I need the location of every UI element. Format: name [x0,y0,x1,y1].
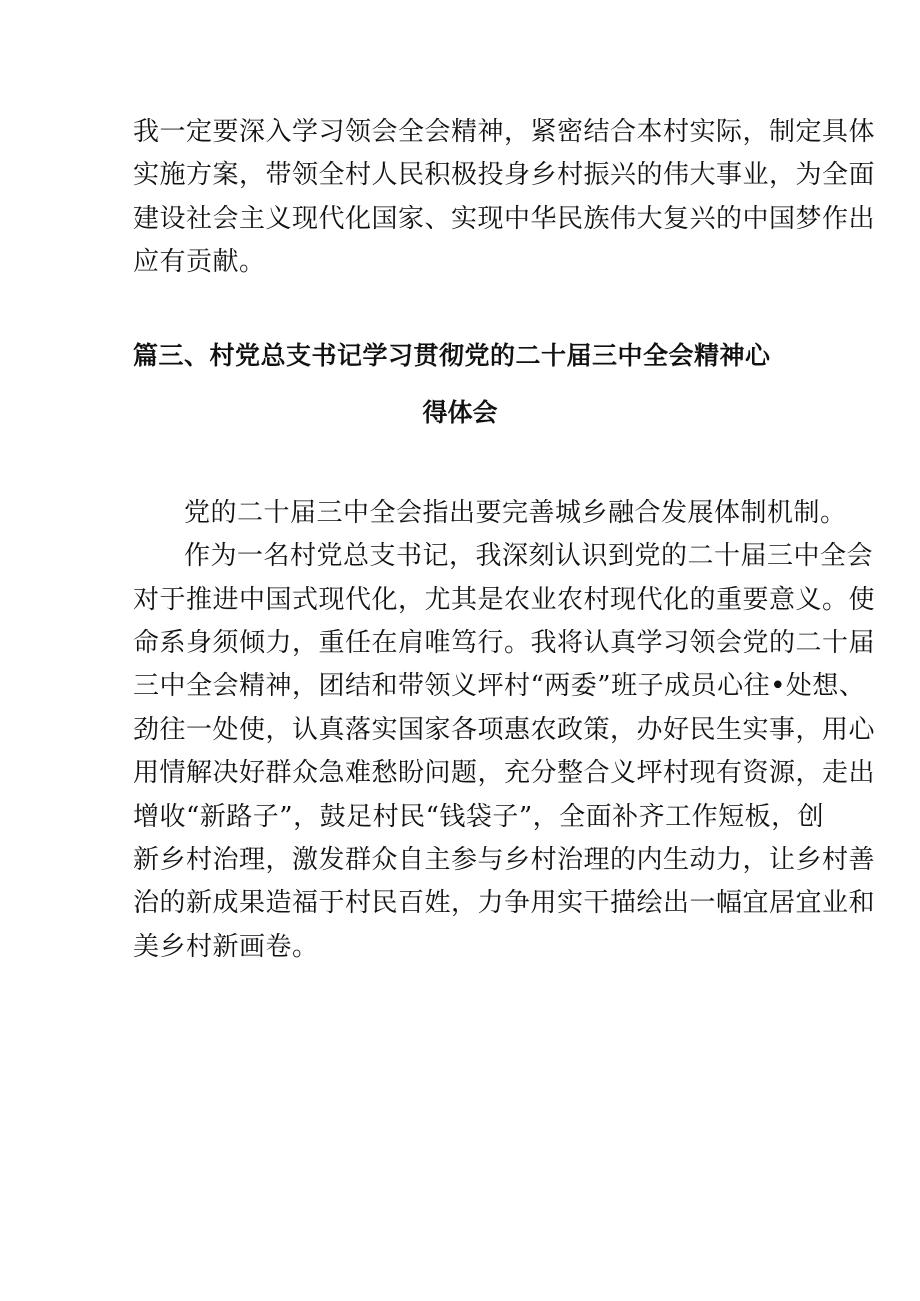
text-line: 建设社会主义现代化国家、实现中华民族伟大复兴的中国梦作出 [133,204,876,234]
text-line: 三中全会精神，团结和带领义坪村“两委”班子成员心往•处想、 [133,671,866,701]
text-line: 我一定要深入学习领会全会精神，紧密结合本村实际，制定具体 [133,117,876,147]
text-line: 实施方案，带领全村人民积极投身乡村振兴的伟大事业，为全面 [133,160,876,190]
text-line: 用情解决好群众急难愁盼问题，充分整合义坪村现有资源，走出 [133,758,876,788]
text-line: 增收“新路子”，鼓足村民“钱袋子”，全面补齐工作短板，创 [133,802,825,832]
paragraph-1: 党的二十届三中全会指出要完善城乡融合发展体制机制。 [184,498,847,528]
text-line: 应有贡献。 [133,247,266,277]
text-line: 作为一名村党总支书记，我深刻认识到党的二十届三中全会 [184,541,874,571]
text-line: 美乡村新画卷。 [133,932,319,962]
text-line: 命系身须倾力，重任在肩唯笃行。我将认真学习领会党的二十届 [133,628,876,658]
section-title-line-1: 篇三、村党总支书记学习贯彻党的二十届三中全会精神心 [133,341,771,370]
text-line: 新乡村治理，激发群众自主参与乡村治理的内生动力，让乡村善 [133,845,876,875]
text-line: 劲往一处使，认真落实国家各项惠农政策，办好民生实事，用心 [133,715,876,745]
text-line: 治的新成果造福于村民百姓，力争用实干描绘出一幅宜居宜业和 [133,888,876,918]
text-line: 对于推进中国式现代化，尤其是农业农村现代化的重要意义。使 [133,585,876,615]
section-title-line-2: 得体会 [422,398,498,427]
